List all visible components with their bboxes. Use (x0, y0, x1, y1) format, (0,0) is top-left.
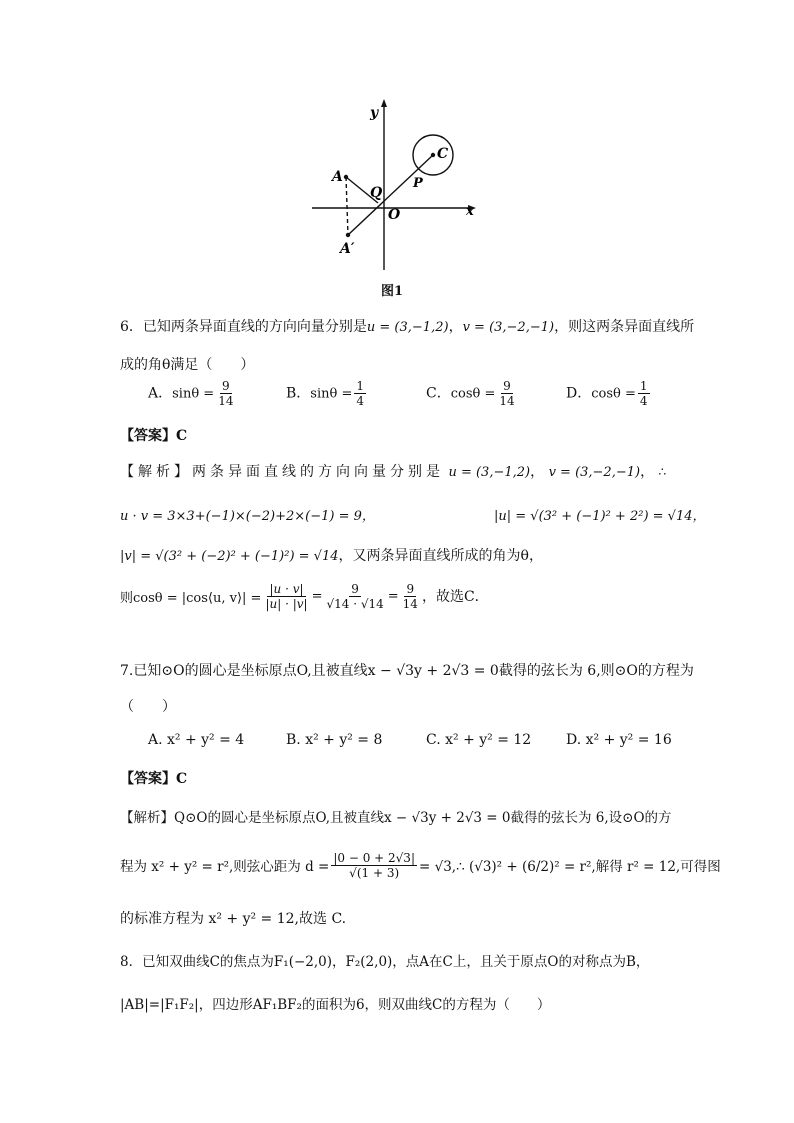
q6-option-d (566, 380, 652, 407)
q7-analysis2-num: |0 − 0 + 2√3| (333, 850, 415, 865)
label-o: O (388, 207, 401, 223)
q6-option-b-num: 1 (356, 379, 364, 393)
q6-stem-line2: 成的角θ满足（ ） (120, 357, 255, 373)
q7-answer: 【答案】C (120, 771, 188, 787)
q6-conclusion-f2-num: 9 (351, 581, 359, 596)
q6-conclusion: 则cosθ = |cos⟨u, v⟩| = $\frac{|u \cdot v|}{|u| \cdot |v|}$ = $\frac{9}{√14 \cdot √14}$ = $\frac{9}{14}$ ，故选C． (120, 581, 489, 611)
q6-option-b-fn: sinθ = (310, 386, 353, 402)
q6-v-vector: v = (3,−2,−1) (462, 320, 555, 335)
q7-analysis2-pre: 程为 x² + y² = r²,则弦心距为 d = (120, 859, 330, 875)
q6-conclusion-pre: 则cosθ = |cos⟨u, v⟩| = (120, 590, 262, 606)
q6-stem-line1: 6．已知两条异面直线的方向向量分别是u = (3,−1,2)，v = (3,−2,−1)，则这两条异面直线所 (120, 319, 695, 335)
q7-option-c: C. x² + y² = 12 (426, 732, 532, 748)
q6-analysis-head-text: 【解析】两条异面直线的方向向量分别是 (120, 464, 444, 480)
q6-option-a-num: 9 (222, 379, 230, 393)
q6-option-d-num: 1 (639, 379, 648, 393)
q6-option-d-den: 4 (639, 394, 648, 408)
q7-option-b: B. x² + y² = 8 (286, 732, 383, 748)
label-y: y (370, 105, 379, 121)
q7-analysis-line2 (120, 846, 721, 884)
q6-therefore: ∴ (658, 465, 667, 479)
q6-option-b-den: 4 (356, 394, 364, 408)
q6-option-d-label: D． (566, 385, 592, 402)
q6-option-c-den: 14 (499, 394, 515, 408)
q6-option-a-den: 14 (218, 394, 234, 408)
q7-options (148, 732, 708, 754)
q6-dot-product: u · v = 3×3+(−1)×(−2)+2×(−1) = 9， (120, 509, 375, 524)
q6-option-c-label: C． (426, 385, 451, 402)
q6-option-a (148, 380, 237, 407)
label-x: x (466, 204, 474, 219)
q6-norm-v-tail: ，又两条异面直线所成的角为θ， (338, 548, 543, 564)
q6-analysis-v: v = (3,−2,−1) (548, 465, 641, 480)
q7-analysis2-mid: = √3,∴ (√3)² + (6/2)² = r²,解得 r² = 12,可得图 (418, 859, 721, 875)
q7-stem: 7.已知⊙O的圆心是坐标原点O,且被直线x − √3y + 2√3 = 0截得的弦长为 6,则⊙O的方程为 (120, 663, 694, 679)
q7-paren: （ ） (120, 699, 176, 715)
q6-stem-tail: ，则这两条异面直线所 (554, 319, 695, 335)
q6-analysis-u: u = (3,−1,2) (448, 465, 531, 480)
label-p: P (413, 176, 423, 191)
figure-1 (300, 95, 490, 275)
q6-option-d-fn: cosθ = (591, 386, 636, 402)
q6-option-c-num: 9 (503, 379, 511, 393)
label-q: Q (370, 185, 383, 201)
q6-conclusion-f1-num: |u · v| (269, 581, 304, 596)
q8-line2: |AB|=|F₁F₂|，四边形AF₁BF₂的面积为6，则双曲线C的方程为（ ） (120, 997, 551, 1013)
q6-conclusion-f3-num: 9 (406, 581, 415, 596)
q6-option-a-label: A． (148, 385, 173, 402)
q6-u-vector: u = (3,−1,2) (366, 320, 449, 335)
q7-analysis2-den: √(1 + 3) (349, 865, 400, 880)
point-aprime (346, 233, 350, 237)
q6-option-b-label: B． (286, 385, 311, 402)
q7-analysis-line3: 的标准方程为 x² + y² = 12,故选 C. (120, 911, 347, 927)
q6-norm-u: |u| = √(3² + (−1)² + 2²) = √14， (494, 509, 706, 524)
q6-option-c-fn: cosθ = (450, 386, 496, 402)
q6-norm-v: |v| = √(3² + (−2)² + (−1)²) = √14 (120, 549, 339, 564)
coordinate-diagram (300, 95, 490, 275)
q6-stem-text: 6．已知两条异面直线的方向向量分别是 (120, 319, 367, 335)
label-aprime: A′ (340, 241, 355, 257)
label-c: C (437, 146, 449, 162)
label-a: A (332, 169, 343, 185)
q8-line1: 8．已知双曲线C的焦点为F₁(−2,0)，F₂(2,0)，点A在C上，且关于原点O的对称点为B， (120, 954, 650, 970)
q6-conclusion-f3-den: 14 (402, 596, 418, 611)
q6-option-c (426, 380, 519, 407)
segment-aprime-c (348, 155, 433, 235)
q6-conclusion-f2-den: √14 · √14 (326, 596, 384, 611)
q6-options (148, 380, 708, 414)
y-axis-arrow-icon (381, 99, 387, 107)
q7-analysis-line1: 【解析】Q⊙O的圆心是坐标原点O,且被直线x − √3y + 2√3 = 0截得的弦长为 6,设⊙O的方 (120, 810, 672, 826)
q6-option-b (286, 380, 368, 407)
q7-option-a: A. x² + y² = 4 (148, 732, 245, 748)
q6-answer: 【答案】C (120, 428, 188, 444)
figure-caption: 图1 (381, 284, 404, 299)
point-a (344, 175, 348, 179)
q7-option-d: D. x² + y² = 16 (566, 732, 672, 748)
q6-norm-v-line (120, 545, 543, 565)
dashed-a-aprime (346, 177, 348, 235)
q6-conclusion-f1-den: |u| · |v| (265, 596, 308, 611)
q6-option-a-fn: sinθ = (172, 386, 215, 402)
q6-analysis-head: 【解析】两条异面直线的方向向量分别是 u = (3,−1,2)， v = (3,−2,−1)， ∴ (120, 464, 667, 480)
q6-conclusion-tail: ，故选C． (421, 589, 489, 605)
